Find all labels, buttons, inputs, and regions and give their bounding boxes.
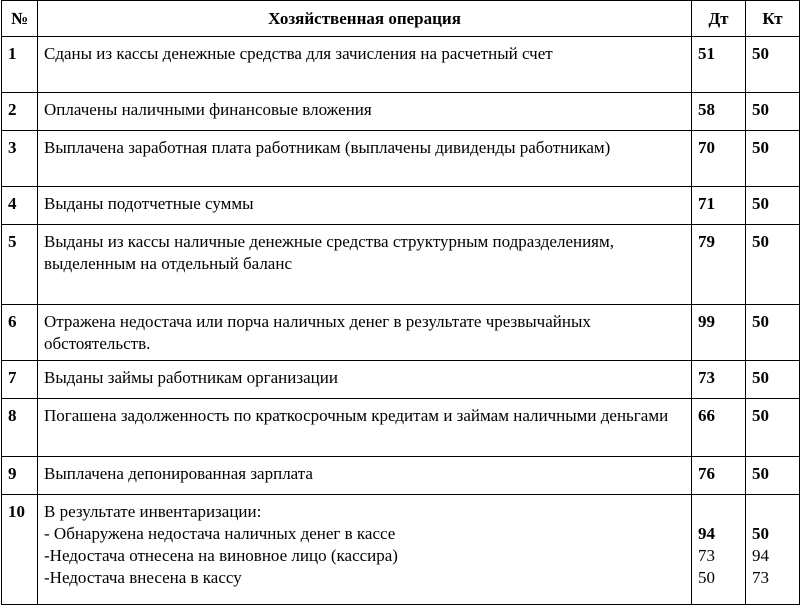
row-operation: Выданы подотчетные суммы — [38, 187, 692, 225]
inventory-dt: 94 — [698, 524, 715, 543]
row-kt: 50 — [746, 399, 800, 457]
header-operation: Хозяйственная операция — [38, 1, 692, 37]
row-operation: Отражена недостача или порча наличных денег в результате чрезвычайных обстоятельств. — [38, 305, 692, 361]
operations-table — [1, 0, 800, 605]
row-num: 6 — [2, 305, 38, 361]
inventory-line: -Недостача внесена в кассу — [44, 568, 242, 587]
row-num: 10 — [2, 495, 38, 605]
row-kt: 50 — [746, 457, 800, 495]
row-num: 7 — [2, 361, 38, 399]
row-kt: 50 — [746, 93, 800, 131]
row-num: 1 — [2, 37, 38, 93]
row-num: 8 — [2, 399, 38, 457]
inventory-line: -Недостача отнесена на виновное лицо (кассира) — [44, 546, 398, 565]
row-num: 4 — [2, 187, 38, 225]
header-dt: Дт — [692, 1, 746, 37]
inventory-kt: 94 — [752, 546, 769, 565]
row-dt: 58 — [692, 93, 746, 131]
table-row — [2, 361, 800, 399]
row-kt: 50 — [746, 187, 800, 225]
row-operation: Выплачена депонированная зарплата — [38, 457, 692, 495]
row-kt: 50 — [746, 37, 800, 93]
row-kt: 50 — [746, 305, 800, 361]
row-dt: 66 — [692, 399, 746, 457]
row-num: 3 — [2, 131, 38, 187]
row-operation: Выданы из кассы наличные денежные средства структурным подразделениям, выделенным на отдельный баланс — [38, 225, 692, 305]
row-dt: 71 — [692, 187, 746, 225]
table-row-inventory — [2, 495, 800, 605]
inventory-kt: 50 — [752, 524, 769, 543]
row-operation: Погашена задолженность по краткосрочным кредитам и займам наличными деньгами — [38, 399, 692, 457]
table-row — [2, 37, 800, 93]
header-num: № — [2, 1, 38, 37]
row-num: 2 — [2, 93, 38, 131]
row-operation: Выданы займы работникам организации — [38, 361, 692, 399]
row-dt: 79 — [692, 225, 746, 305]
inventory-intro: В результате инвентаризации: — [44, 502, 262, 521]
table-row — [2, 131, 800, 187]
row-operation: Выплачена заработная плата работникам (выплачены дивиденды работникам) — [38, 131, 692, 187]
row-dt: 99 — [692, 305, 746, 361]
table-row — [2, 93, 800, 131]
inventory-kt: 73 — [752, 568, 769, 587]
row-operation: Оплачены наличными финансовые вложения — [38, 93, 692, 131]
inventory-dt: 73 — [698, 546, 715, 565]
row-dt: 73 — [692, 361, 746, 399]
table-row — [2, 399, 800, 457]
row-dt — [692, 495, 746, 605]
row-kt: 50 — [746, 131, 800, 187]
row-kt: 50 — [746, 361, 800, 399]
row-operation: Сданы из кассы денежные средства для зачисления на расчетный счет — [38, 37, 692, 93]
inventory-dt: 50 — [698, 568, 715, 587]
row-num: 9 — [2, 457, 38, 495]
table-row — [2, 457, 800, 495]
table-row — [2, 187, 800, 225]
row-kt: 50 — [746, 225, 800, 305]
row-num: 5 — [2, 225, 38, 305]
row-kt — [746, 495, 800, 605]
row-dt: 70 — [692, 131, 746, 187]
header-kt: Кт — [746, 1, 800, 37]
table-row — [2, 225, 800, 305]
row-dt: 76 — [692, 457, 746, 495]
row-operation — [38, 495, 692, 605]
table-row — [2, 305, 800, 361]
row-dt: 51 — [692, 37, 746, 93]
header-row — [2, 1, 800, 37]
inventory-line: - Обнаружена недостача наличных денег в кассе — [44, 524, 396, 543]
